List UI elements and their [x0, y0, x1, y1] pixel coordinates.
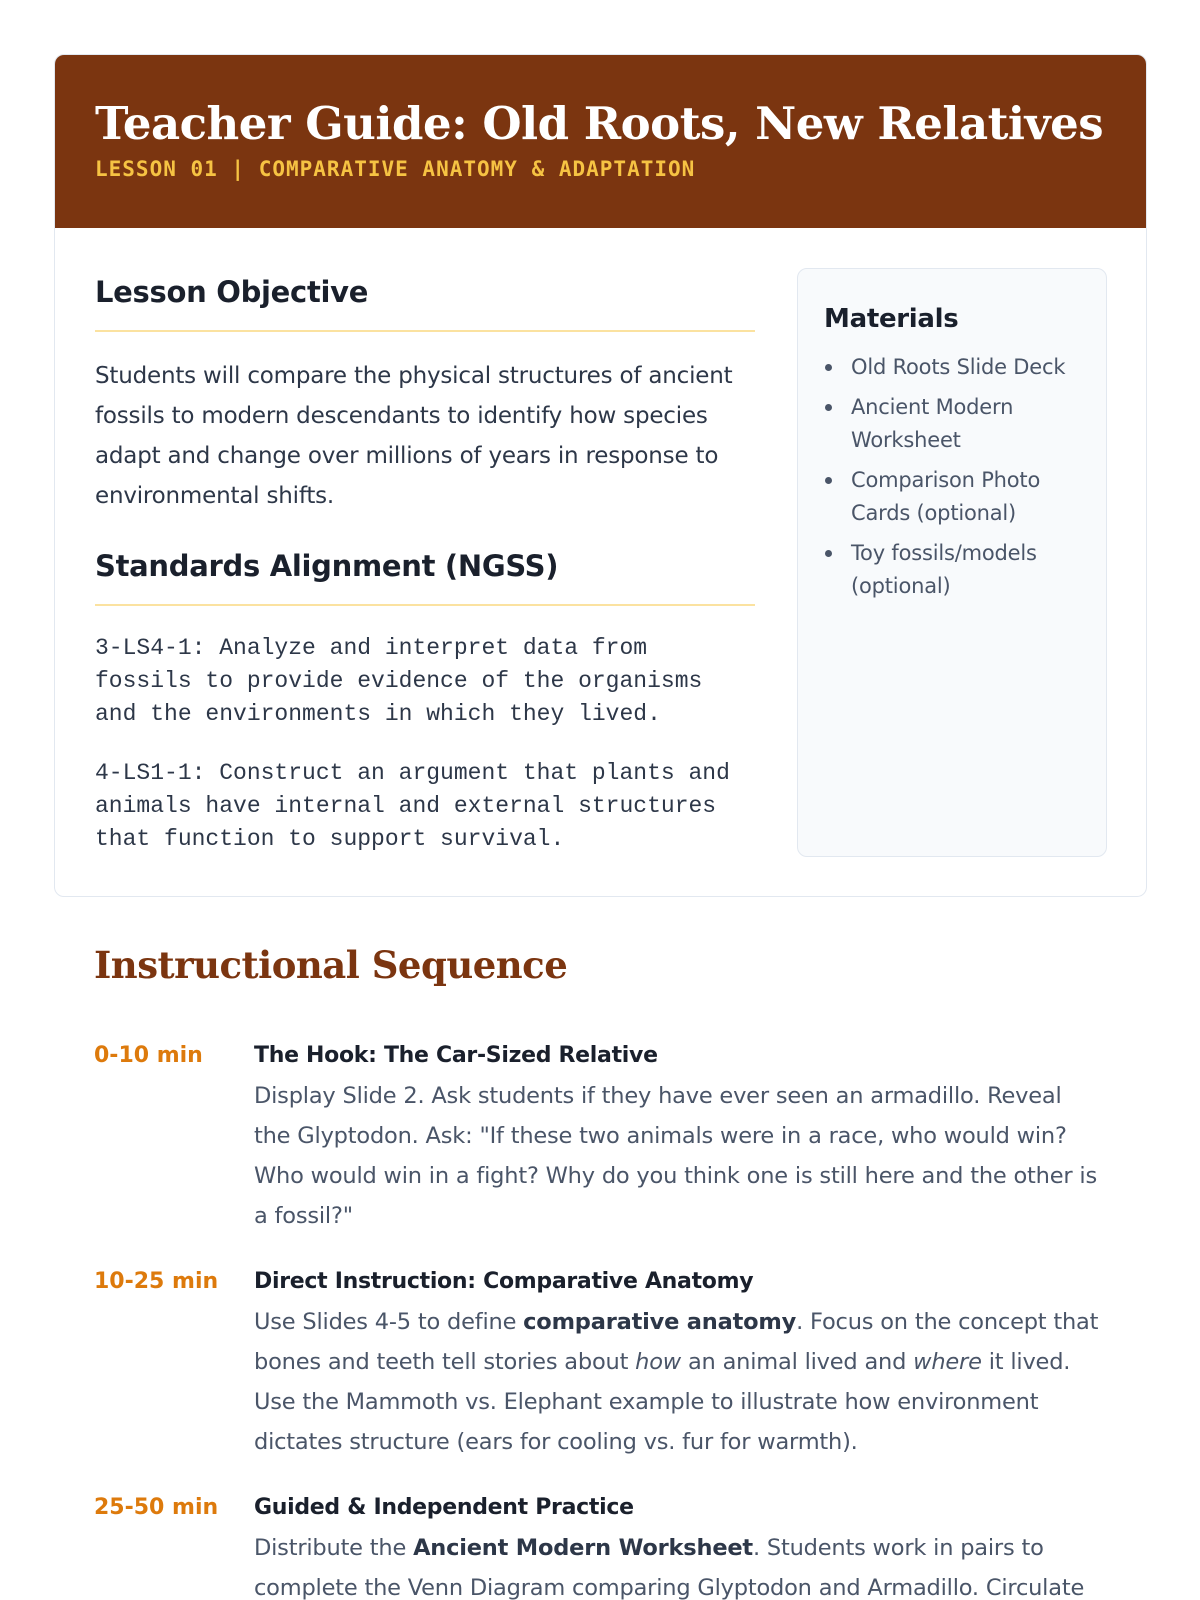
standards-list [95, 632, 755, 856]
guide-header [55, 55, 1146, 228]
step-text: Distribute the [254, 1535, 414, 1561]
emphasis-text: how [635, 1349, 682, 1375]
overview-body [55, 228, 1146, 897]
materials-heading: Materials [824, 304, 959, 334]
materials-panel [797, 268, 1107, 857]
step-description [254, 1528, 1104, 1600]
sequence-step [94, 1262, 1104, 1462]
standard-item: 3-LS4-1: Analyze and interpret data from fossils to provide evidence of the organisms and the environments in which they lived. [95, 635, 703, 727]
sequence-heading: Instructional Sequence [94, 943, 568, 987]
key-term: Ancient Modern Worksheet [413, 1535, 753, 1561]
step-text: . Focus on the concept that bones and teeth tell stories about [254, 1309, 1099, 1375]
step-time: 25-50 min [94, 1495, 219, 1520]
instructional-sequence [94, 940, 1104, 1600]
step-description [254, 1076, 1104, 1236]
step-text: Display Slide 2. Ask students if they have ever seen an armadillo. Reveal the Glyptodon. Ask: "If these two animals were in a race, who would win? Who would win in a fight? Why do you think one is still here and the other is a fossil?" [254, 1083, 1097, 1229]
step-text: Use Slides 4-5 to define [254, 1309, 524, 1335]
step-time: 10-25 min [94, 1269, 219, 1294]
standards-heading: Standards Alignment (NGSS) [95, 546, 755, 606]
lesson-overview-card [54, 54, 1147, 897]
sequence-step [94, 1488, 1104, 1600]
step-title: Guided & Independent Practice [254, 1495, 634, 1520]
step-text: an animal lived and [681, 1349, 914, 1375]
step-text: it lived. Use the Mammoth vs. Elephant example to illustrate how environment dictates structure (ears for cooling vs. fur for warmth). [254, 1349, 1071, 1455]
overview-main-column [95, 272, 755, 882]
objective-heading: Lesson Objective [95, 272, 755, 332]
materials-item: Old Roots Slide Deck [824, 351, 1080, 384]
page-title: Teacher Guide: Old Roots, New Relatives [95, 97, 1104, 150]
sequence-steps [94, 1036, 1104, 1600]
step-text: . Students work in pairs to complete the Venn Diagram comparing Glyptodon and Armadillo. Circulate [254, 1535, 1085, 1600]
emphasis-text: where [913, 1349, 982, 1375]
materials-item: Ancient Modern Worksheet [824, 391, 1080, 457]
materials-item: Toy fossils/models (optional) [824, 537, 1080, 603]
objective-text: Students will compare the physical structures of ancient fossils to modern descendants to identify how species adapt and change over millions of years in response to environmental shifts. [95, 363, 733, 509]
key-term: comparative anatomy [523, 1309, 797, 1335]
materials-list [824, 351, 1080, 603]
step-description [254, 1302, 1104, 1462]
sequence-step [94, 1036, 1104, 1236]
step-title: Direct Instruction: Comparative Anatomy [254, 1269, 754, 1294]
step-title: The Hook: The Car-Sized Relative [254, 1043, 658, 1068]
materials-item: Comparison Photo Cards (optional) [824, 464, 1080, 530]
standard-item: 4-LS1-1: Construct an argument that plants and animals have internal and external structures that function to support survival. [95, 760, 730, 852]
lesson-subtitle: LESSON 01 | COMPARATIVE ANATOMY & ADAPTATION [95, 157, 696, 181]
step-time: 0-10 min [94, 1043, 203, 1068]
